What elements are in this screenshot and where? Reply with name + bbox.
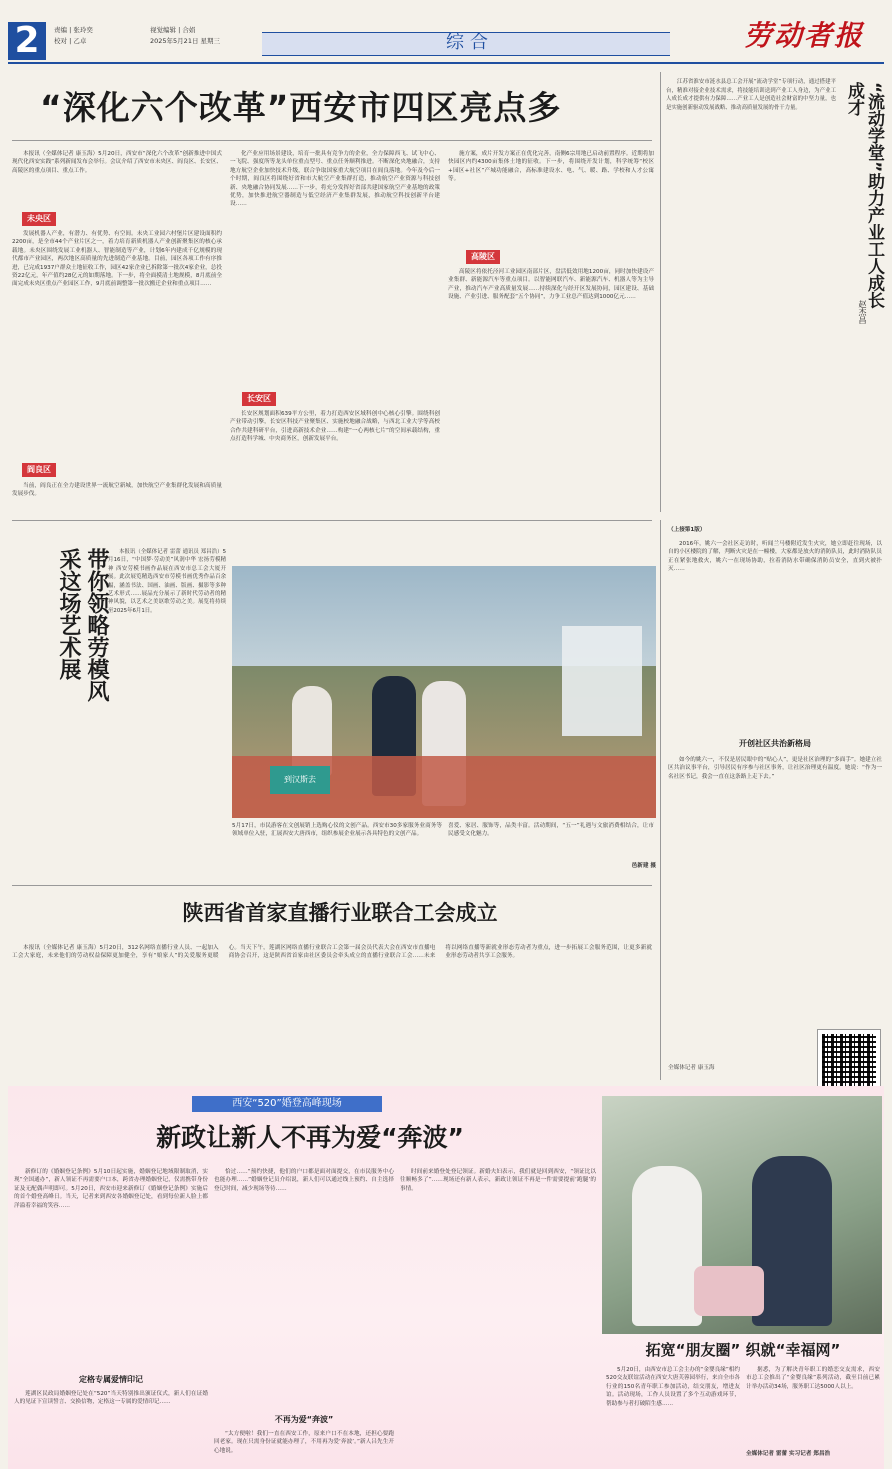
yanliang-paragraph: 当前，阎良正在全力建设世界一流航空新城，加快航空产业集群化发展和高质量发展步伐。 — [12, 483, 222, 498]
article4-col2 — [214, 1168, 394, 1408]
sidebar-paragraph: 江苏省淮安市涟水县总工会开展“流动学堂”专项行动，通过搭建平台，精准对接企业技术需求，将技能培训送到产业工人身边，为产业工人成长成才提供有力保障……产业工人是创造社会财富的中坚力量，也是实施创新驱动发展战略、推动高质量发展的骨干力量。 — [666, 79, 836, 111]
article4-paragraph-b: 莲湖区民政局婚姻登记处在“520”当天特别推出颁证仪式，新人们在证婚人的见证下宣读誓言、交换信物，定格这一专属的爱情印记…… — [14, 1391, 208, 1406]
article3-text — [12, 944, 652, 1076]
article4-subhead1: 定格专属爱情印记 — [79, 1375, 143, 1384]
editor-line-2: 校对 | 乙卓 — [54, 37, 87, 45]
article4-paragraph: 新修订的《婚姻登记条例》5月10日起实施，婚姻登记地域限制取消，实现“全国通办”，新人领证不再需要户口本，跨省办理婚姻登记，仅需携带身份证及无配偶声明即可。5月20日，西安市迎来新修订《婚姻登记条例》实施后的首个婚登高峰日。当天，记者来到西安各婚姻登记处，看到每位新人脸上都洋溢着幸福的笑容…… — [14, 1169, 208, 1209]
newspaper-logo: 劳动者报 — [744, 19, 865, 52]
article3-title: 陕西省首家直播行业联合工会成立 — [182, 901, 498, 925]
gaoling-block — [448, 268, 654, 508]
continued-label: （上接第1版） — [668, 527, 706, 533]
right-col-byline: 全媒体记者 康玉海 — [668, 1065, 715, 1071]
banner-label: 西安“520”婚登高峰现场 — [192, 1096, 382, 1112]
article2-title: 带你领略劳模风采这场艺术展 — [56, 548, 109, 702]
issue-date: 2025年5月21日 星期三 — [150, 37, 221, 45]
col3-paragraph: 施方案，成片开发方案正在优化完善，南侧6宗用地已启动前置程序。近期将加快园区内约4300亩集体土地的征收。下一步，将围绕开发计划，科学统筹“校区+园区+社区”产城功能融合，高标准建设水、电、气、暖、路、学校和人才公寓等。 — [448, 151, 654, 183]
weiyang-block — [12, 230, 222, 458]
right-col-divider — [660, 520, 661, 1080]
qr-code[interactable] — [818, 1030, 880, 1092]
wedding-photo — [602, 1096, 882, 1334]
article1-title: “深化六个改革”西安市四区亮点多 — [40, 88, 562, 127]
photo-prop — [694, 1266, 764, 1316]
article5-text2 — [746, 1366, 880, 1446]
couple-man — [632, 1166, 702, 1326]
article5-credit: 全媒体记者 雷蕾 实习记者 郑昌浩 — [746, 1451, 831, 1457]
header-rule — [8, 62, 884, 64]
article5-paragraph2: 据悉，为了解决青年职工的婚恋交友需求，西安市总工会推出了“金婴良缘”系列活动，截至目前已累计举办活动34场，服务职工达5000人以上。 — [746, 1367, 880, 1390]
col2-paragraph: 化产业应用场景建设，培育一批具有竞争力的企业，全力保障西飞、试飞中心、一飞院、强度所等龙头单位重点型号、重点任务顺利推进。不断深化央地融合，支持地方航空企业加快技术升级，联合争取国家重大航空项目在阎良落地。今年及今后一个时期，阎良区将围绕好省和市大航空产业集群打造，推动航空产业资源与科技创新、央地融合协同发展……下一步，将充分发挥好省部共建国家航空产业基地的政策优势，加快推进航空器制造与低空经济产业集群发展，推动航空科技创新平台建设…… — [230, 151, 440, 208]
article2-paragraph: 本报讯（全媒体记者 雷蕾 通讯员 郑昌浩）5月16日，“中国梦·劳动美”风润中华 宏扬劳模精神 西安劳模书画作品展在西安市总工会大厦开展。此次展览精选西安市劳模书画优秀作品百余幅，涵盖书法、国画、油画、版画、摄影等多种艺术形式……展品充分展示了新时代劳动者的精神风貌，以艺术之美讴歌劳动之美。展览将持续至2025年6月1日。 — [108, 549, 226, 614]
booth-sign: 到汉斯去 — [270, 766, 330, 794]
section-title: 综合 — [446, 32, 494, 53]
page-number: 2 — [8, 22, 46, 60]
visual-editor: 视觉编辑 | 合娟 — [150, 26, 196, 34]
article4-paragraph-c: “太方便啦！我们一直在西安工作，原来户口不在本地，还担心要跑回老家。现在只需身份证就能办理了，不用再为爱‘奔波’。”新人吕先生开心地说。 — [214, 1431, 394, 1454]
sidebar-title: “流动学堂”助力产业工人成长成才 — [844, 82, 884, 309]
article5-text — [606, 1366, 740, 1464]
photo1-caption-left: 5月17日，市民游客在文创展销上选购心仪的文创产品。西安市30多家服务业商务等领域单位入驻，汇展西安大唐西市，组织参展企业展示各具特色的文创产品。 — [232, 823, 442, 837]
right-col-text — [668, 540, 882, 730]
article3-paragraph: 本报讯（全媒体记者 康玉海）5月20日，312名网络直播行业人员、一起加入工会大家庭，未来他们的劳动权益保障更加健全，享有“娘家人”的关爱服务更暖心。当天下午，莲湖区网络直播行业联合工会第一届会员代表大会在西安市直播电商协会召开，这是陕西省首家由社区委员会牵头成立的直播行业联合工会……未来将以网络直播等新就业形态劳动者为重点，进一步拓展工会服务范围，让更多新就业形态劳动者共享工会服务。 — [12, 945, 652, 960]
article4-text-b — [14, 1390, 208, 1466]
sidebar-divider — [660, 72, 661, 512]
tag-gaoling: 高陵区 — [466, 250, 500, 264]
photo1-credit: 邑新建 摄 — [631, 863, 656, 869]
changan-paragraph: 长安区规划面积639平方公里，着力打造西安区域科创中心核心引擎。围绕科创产业带动引擎，长安区科技产业聚集区、实施校地融合战略，与西北工业大学等高校合作共建科研平台，引进高新技术企业……构建“一心两核七片”的空间承载结构，重点打造科学城、中央商务区，创新发展平台。 — [230, 411, 440, 443]
photo1-caption-right: 喜爱、家居、服饰等，品类丰富。活动期间，“五一”礼遇与文旅消费相结合，让市民感受文化魅力。 — [448, 823, 654, 837]
exhibition-photo — [232, 566, 656, 818]
article4-title: 新政让新人不再为爱“奔波” — [156, 1123, 464, 1152]
yanliang-block — [12, 482, 222, 508]
article1-col2 — [230, 150, 440, 386]
article1-lead — [12, 150, 222, 208]
couple-woman — [752, 1156, 832, 1326]
tag-weiyang: 未央区 — [22, 212, 56, 226]
article2-text — [108, 548, 226, 848]
article4-subhead2: 不再为爱“奔波” — [274, 1415, 334, 1424]
article5-paragraph: 5月20日，由西安市总工会主办的“金婴良缘”相约520交友联谊活动在西安大唐芙蓉园举行，来自全市各行业的150名青年职工参加活动，结交朋友，增进友谊。活动现场，工作人员设置了多个互动游戏环节，帮助参与者打破陌生感…… — [606, 1367, 740, 1407]
tag-changan: 长安区 — [242, 392, 276, 406]
article3-divider — [12, 885, 652, 886]
article4-text-c — [214, 1430, 394, 1466]
changan-block — [230, 410, 440, 510]
article1-col3 — [448, 150, 654, 244]
article1-divider — [12, 140, 652, 141]
weiyang-paragraph: 发展机器人产业，有潜力、有优势、有空间。未央工业园六村堡片区建设面积约2200亩，是全市44个产业片区之一，着力培育新质机器人产业创新聚集区的核心承载地。未央区围绕发展工业机器人、智能制造等产业，计划6年内建成千亿规模的现代都市产业园区，两次地区高质量的先进制造产业基地。目前，园区各项工作有序推进，已完成1937户群众土地征收工作，园区42家企业已拆除第一批次4家企业，总投资22亿元，年产值约28亿元的如期落地。下一步，将全面摸清土地规模，8月底前全面完成未央区重点产业园区工作，9月底前调整第一批次搬迁企业和重点项目…… — [12, 231, 222, 288]
article4-col3-paragraph: 时间前来婚登处登记领证。新婚夫妇表示，我们就是回到西安，“领证比以往顺畅多了”……现场还有新人表示，新政让领证不再是一件需要提前‘跑腿’的事情。 — [400, 1169, 596, 1192]
article4-text — [14, 1168, 208, 1368]
right-col-paragraph: 2016年，姚六一会社区走访时，听闻兰马楼附近发生火灾，她立即赶往现场，以自的小区楼院的了解，判断火灾是在一幢楼，大家都是放火的消防队员，此时消防队员正在紧张地救火，姚六一在现场协助，拉着消防水带确保消防员安全，直到火被扑灭…… — [668, 541, 882, 573]
article5-title: 拓宽“朋友圈” 织就“幸福网” — [645, 1341, 841, 1359]
article4-col3 — [400, 1168, 596, 1458]
right-col-paragraph2: 如今的姚六一，不仅是居民眼中的“贴心人”，更是社区治理的“多面手”。她建立社区共治议事平台，引导居民有序参与社区事务，让社区治理更有温度。她说：“作为一名社区书记，我会一直在这条路上走下去。” — [668, 757, 882, 780]
sidebar-byline: 赵杰昌 — [858, 300, 867, 324]
right-col-subhead: 开创社区共治新格局 — [739, 739, 811, 748]
right-col-text2 — [668, 756, 882, 1036]
tag-yanliang: 阎良区 — [22, 463, 56, 477]
gaoling-paragraph: 高陵区将依托泾河工业园区南部片区，盘活低效用地1200亩，同时加快建设产业集群、新能源汽车等重点项目。以智能网联汽车、新能源汽车、机器人等为主导产业，推动汽车产业高质量发展……持续深化与经开区发展协同，园区建设、基础设施、产业引进、服务配套“五个协同”，力争工业总产值达到1000亿元…… — [448, 269, 654, 301]
sidebar-text — [666, 78, 836, 498]
editor-line-1: 责编 | 张玲奕 — [54, 26, 93, 34]
article4-col2-paragraph: 恰过……“预约快捷，他们的户口都是面对面提交，在市民服务中心也能办理……”婚姻登记员介绍说，新人们可以通过线上预约、自主选择登记时间，减少现场等待…… — [214, 1169, 394, 1192]
article2-divider — [12, 520, 652, 521]
booth-panel — [562, 626, 642, 736]
lead-paragraph: 本报讯（全媒体记者 康玉海）5月20日，西安市“深化六个改革”创新推进中国式现代化西安实践”系列新闻发布会举行。会议介绍了西安市未央区、阎良区、长安区、高陵区的重点项目、重点工作。 — [12, 151, 222, 174]
